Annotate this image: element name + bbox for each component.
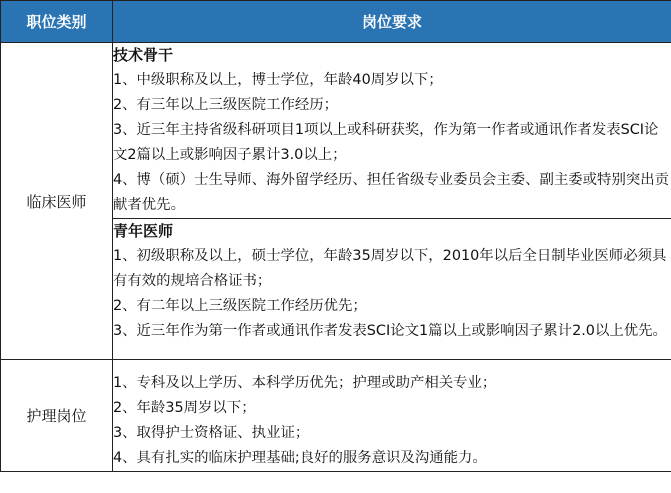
requirement-line: 4、具有扎实的临床护理基础;良好的服务意识及沟通能力。 xyxy=(113,450,487,466)
requirement-cell xyxy=(113,360,671,472)
header-requirements: 岗位要求 xyxy=(113,1,671,43)
section-title: 青年医师 xyxy=(113,222,174,240)
requirement-cell xyxy=(113,43,671,219)
category-cell: 护理岗位 xyxy=(1,360,113,472)
requirement-line: 2、年龄35周岁以下； xyxy=(113,400,256,416)
table-row xyxy=(1,43,671,219)
section-title: 技术骨干 xyxy=(113,46,174,64)
requirement-line: 3、近三年作为第一作者或通讯作者发表SCI论文1篇以上或影响因子累计2.0以上优先。 xyxy=(113,323,667,339)
requirement-line: 3、取得护士资格证、执业证； xyxy=(113,425,310,441)
requirement-line: 4、博（硕）士生导师、海外留学经历、担任省级专业委员会主委、副主委或特别突出贡献者优先。 xyxy=(113,172,670,213)
header-category: 职位类别 xyxy=(1,1,113,43)
category-cell: 临床医师 xyxy=(1,43,113,360)
requirement-line: 1、初级职称及以上，硕士学位，年龄35周岁以下，2010年以后全日制毕业医师必须具有有效的规培合格证书； xyxy=(113,248,667,289)
requirement-cell xyxy=(113,219,671,360)
table-row xyxy=(1,360,671,472)
requirement-line: 1、中级职称及以上，博士学位，年龄40周岁以下； xyxy=(113,72,443,88)
requirement-line: 2、有三年以上三级医院工作经历； xyxy=(113,97,339,113)
requirement-line: 1、专科及以上学历、本科学历优先；护理或助产相关专业； xyxy=(113,375,497,391)
header-row xyxy=(1,1,671,43)
requirement-line: 3、近三年主持省级科研项目1项以上或科研获奖，作为第一作者或通讯作者发表SCI论文2篇以上或影响因子累计3.0以上； xyxy=(113,122,659,163)
requirement-line: 2、有二年以上三级医院工作经历优先； xyxy=(113,298,367,314)
